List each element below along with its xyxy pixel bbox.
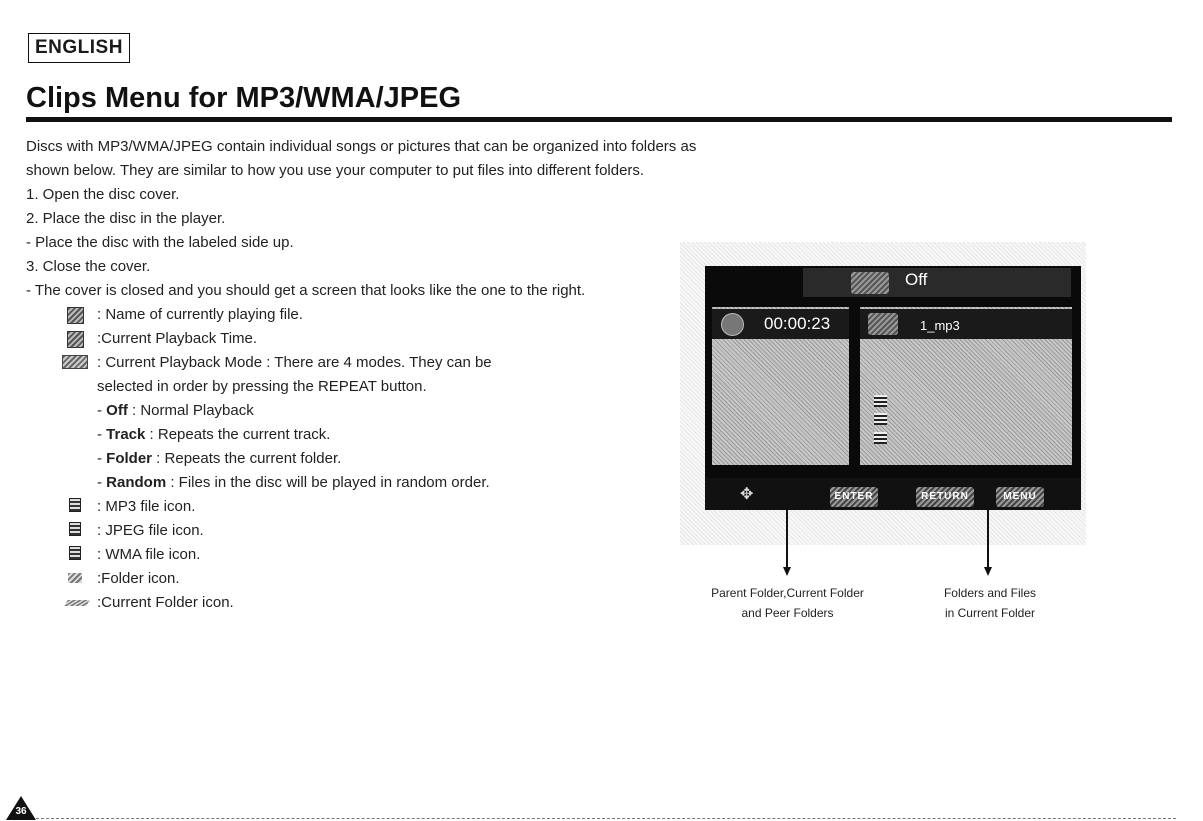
direction-pad-icon: ✥	[740, 486, 752, 503]
caption-right-line-1: Folders and Files	[943, 586, 1037, 600]
file-list-icon	[874, 432, 887, 444]
step-2: 2. Place the disc in the player.	[26, 210, 226, 227]
step-1: 1. Open the disc cover.	[26, 186, 180, 203]
playback-time: 00:00:23	[764, 314, 831, 333]
page-number: 36	[15, 806, 27, 817]
legend-mode-line-2: selected in order by pressing the REPEAT button.	[97, 378, 427, 395]
caption-right-line-2: in Current Folder	[944, 606, 1036, 620]
page-title: Clips Menu for MP3/WMA/JPEG	[26, 82, 462, 114]
caption-left-line-2: and Peer Folders	[741, 606, 834, 620]
legend-jpeg: : JPEG file icon.	[97, 522, 204, 539]
menu-button[interactable]: MENU	[996, 487, 1044, 507]
legend-mode-line-1: : Current Playback Mode : There are 4 modes. They can be	[97, 354, 492, 371]
callout-line-right	[987, 495, 989, 568]
legend-time: :Current Playback Time.	[97, 330, 258, 347]
mode-off: - Off : Normal Playback	[97, 402, 254, 419]
title-divider	[26, 117, 1172, 122]
file-list-icon	[874, 413, 887, 425]
mode-folder: - Folder : Repeats the current folder.	[97, 450, 342, 467]
jpeg-file-icon	[69, 522, 81, 536]
folder-icon	[68, 573, 82, 583]
intro-line-1: Discs with MP3/WMA/JPEG contain individual songs or pictures that can be organized into folders as	[26, 138, 697, 155]
step-2-note: - Place the disc with the labeled side up.	[26, 234, 294, 251]
legend-folder: :Folder icon.	[97, 570, 180, 587]
mode-bar	[803, 268, 1071, 297]
callout-line-left	[786, 495, 788, 568]
mode-track: - Track : Repeats the current track.	[97, 426, 331, 443]
clock-icon	[721, 313, 744, 336]
music-note-icon	[868, 313, 898, 335]
mode-value: Off	[905, 270, 928, 289]
caption-left-line-1: Parent Folder,Current Folder	[711, 586, 864, 600]
mode-random: - Random : Files in the disc will be played in random order.	[97, 474, 490, 491]
step-3-note: - The cover is closed and you should get a screen that looks like the one to the right.	[26, 282, 586, 299]
step-3: 3. Close the cover.	[26, 258, 151, 275]
wma-file-icon	[69, 546, 81, 560]
file-name-icon	[67, 307, 84, 324]
clock-icon	[67, 331, 84, 348]
mp3-file-icon	[69, 498, 81, 512]
file-list-icon	[874, 395, 887, 407]
intro-line-2: shown below. They are similar to how you use your computer to put files into different folders.	[26, 162, 645, 179]
repeat-mode-icon	[851, 272, 889, 294]
playback-mode-icon	[62, 355, 88, 369]
callout-arrow-right	[984, 567, 992, 576]
legend-mp3: : MP3 file icon.	[97, 498, 196, 515]
enter-button[interactable]: ENTER	[830, 487, 878, 507]
footer-divider	[26, 818, 1176, 819]
current-file-name: 1_mp3	[920, 318, 960, 333]
legend-current-folder: :Current Folder icon.	[97, 594, 234, 611]
language-badge: ENGLISH	[28, 33, 130, 63]
legend-file-name: : Name of currently playing file.	[97, 306, 303, 323]
callout-arrow-left	[783, 567, 791, 576]
return-button[interactable]: RETURN	[916, 487, 974, 507]
legend-wma: : WMA file icon.	[97, 546, 201, 563]
current-folder-icon	[64, 600, 89, 606]
